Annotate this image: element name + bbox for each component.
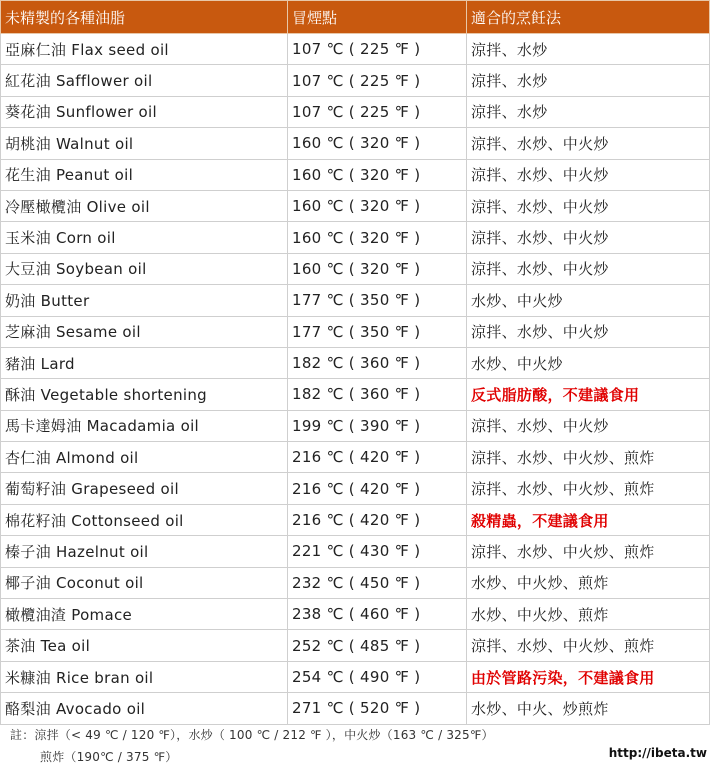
smoke-point-cell: 216 ℃ ( 420 ℉ ) (288, 473, 467, 504)
smoke-point-cell: 221 ℃ ( 430 ℉ ) (288, 536, 467, 567)
oil-name-cell: 茶油 Tea oil (1, 630, 288, 661)
smoke-point-cell: 160 ℃ ( 320 ℉ ) (288, 159, 467, 190)
oil-name-cell: 芝麻油 Sesame oil (1, 316, 288, 347)
table-row (1, 128, 710, 159)
cooking-method-cell: 反式脂肪酸，不建議食用 (467, 379, 710, 410)
table-row (1, 316, 710, 347)
oil-name-cell: 馬卡達姆油 Macadamia oil (1, 410, 288, 441)
oil-name-cell: 米糠油 Rice bran oil (1, 661, 288, 692)
table-row (1, 253, 710, 284)
smoke-point-cell: 232 ℃ ( 450 ℉ ) (288, 567, 467, 598)
cooking-method-cell: 水炒、中火炒、煎炸 (467, 599, 710, 630)
oil-name-cell: 棉花籽油 Cottonseed oil (1, 504, 288, 535)
cooking-method-cell: 涼拌、水炒、中火炒 (467, 253, 710, 284)
table-row (1, 222, 710, 253)
smoke-point-cell: 216 ℃ ( 420 ℉ ) (288, 442, 467, 473)
cooking-method-cell: 涼拌、水炒、中火炒、煎炸 (467, 536, 710, 567)
cooking-method-cell: 涼拌、水炒、中火炒 (467, 159, 710, 190)
cooking-method-cell: 水炒、中火炒 (467, 285, 710, 316)
table-row (1, 65, 710, 96)
oil-name-cell: 葡萄籽油 Grapeseed oil (1, 473, 288, 504)
footnote-line-2: 煎炸（190℃ / 375 ℉） (40, 750, 178, 764)
header-smoke-point: 冒煙點 (288, 1, 467, 34)
cooking-method-cell: 涼拌、水炒、中火炒 (467, 410, 710, 441)
oil-name-cell: 大豆油 Soybean oil (1, 253, 288, 284)
table-row (1, 410, 710, 441)
oil-name-cell: 酪梨油 Avocado oil (1, 693, 288, 724)
cooking-method-cell: 水炒、中火炒、煎炸 (467, 567, 710, 598)
header-cooking-method: 適合的烹飪法 (467, 1, 710, 34)
cooking-method-cell: 涼拌、水炒 (467, 65, 710, 96)
smoke-point-cell: 216 ℃ ( 420 ℉ ) (288, 504, 467, 535)
oil-name-cell: 榛子油 Hazelnut oil (1, 536, 288, 567)
cooking-method-cell: 涼拌、水炒、中火炒 (467, 128, 710, 159)
table-row (1, 661, 710, 692)
table-row (1, 96, 710, 127)
oil-name-cell: 冷壓橄欖油 Olive oil (1, 190, 288, 221)
table-row (1, 473, 710, 504)
table-row (1, 34, 710, 65)
smoke-point-cell: 238 ℃ ( 460 ℉ ) (288, 599, 467, 630)
oil-name-cell: 橄欖油渣 Pomace (1, 599, 288, 630)
table-row (1, 536, 710, 567)
cooking-method-cell: 涼拌、水炒、中火炒、煎炸 (467, 630, 710, 661)
header-oil: 未精製的各種油脂 (1, 1, 288, 34)
oil-name-cell: 玉米油 Corn oil (1, 222, 288, 253)
cooking-method-cell: 涼拌、水炒 (467, 96, 710, 127)
cooking-method-cell: 水炒、中火、炒煎炸 (467, 693, 710, 724)
smoke-point-cell: 160 ℃ ( 320 ℉ ) (288, 128, 467, 159)
table-row (1, 567, 710, 598)
smoke-point-cell: 160 ℃ ( 320 ℉ ) (288, 190, 467, 221)
table-row (1, 285, 710, 316)
table-row (1, 630, 710, 661)
smoke-point-cell: 254 ℃ ( 490 ℉ ) (288, 661, 467, 692)
oil-name-cell: 花生油 Peanut oil (1, 159, 288, 190)
cooking-method-cell: 殺精蟲，不建議食用 (467, 504, 710, 535)
table-row (1, 599, 710, 630)
oil-name-cell: 奶油 Butter (1, 285, 288, 316)
smoke-point-cell: 271 ℃ ( 520 ℉ ) (288, 693, 467, 724)
smoke-point-cell: 107 ℃ ( 225 ℉ ) (288, 65, 467, 96)
oil-name-cell: 亞麻仁油 Flax seed oil (1, 34, 288, 65)
smoke-point-cell: 107 ℃ ( 225 ℉ ) (288, 96, 467, 127)
table-row (1, 442, 710, 473)
cooking-method-cell: 涼拌、水炒、中火炒 (467, 316, 710, 347)
oil-name-cell: 胡桃油 Walnut oil (1, 128, 288, 159)
cooking-method-cell: 涼拌、水炒、中火炒 (467, 222, 710, 253)
table-row (1, 159, 710, 190)
cooking-method-cell: 涼拌、水炒、中火炒、煎炸 (467, 442, 710, 473)
smoke-point-cell: 182 ℃ ( 360 ℉ ) (288, 347, 467, 378)
oil-name-cell: 豬油 Lard (1, 347, 288, 378)
cooking-method-cell: 由於管路污染，不建議食用 (467, 661, 710, 692)
table-row (1, 190, 710, 221)
smoke-point-cell: 160 ℃ ( 320 ℉ ) (288, 222, 467, 253)
smoke-point-cell: 107 ℃ ( 225 ℉ ) (288, 34, 467, 65)
cooking-method-cell: 水炒、中火炒 (467, 347, 710, 378)
cooking-method-cell: 涼拌、水炒、中火炒、煎炸 (467, 473, 710, 504)
oil-name-cell: 葵花油 Sunflower oil (1, 96, 288, 127)
table-row (1, 379, 710, 410)
table-row (1, 504, 710, 535)
oil-name-cell: 椰子油 Coconut oil (1, 567, 288, 598)
footnote-line-1: 註：涼拌（< 49 ℃ / 120 ℉），水炒（ 100 ℃ / 212 ℉ ），中火炒（163 ℃ / 325℉） (10, 728, 494, 742)
table-row (1, 693, 710, 724)
header-row (1, 1, 710, 34)
watermark: http://ibeta.tw (608, 746, 707, 760)
smoke-point-cell: 182 ℃ ( 360 ℉ ) (288, 379, 467, 410)
oil-name-cell: 酥油 Vegetable shortening (1, 379, 288, 410)
smoke-point-cell: 177 ℃ ( 350 ℉ ) (288, 285, 467, 316)
oil-name-cell: 紅花油 Safflower oil (1, 65, 288, 96)
smoke-point-cell: 252 ℃ ( 485 ℉ ) (288, 630, 467, 661)
smoke-point-cell: 199 ℃ ( 390 ℉ ) (288, 410, 467, 441)
cooking-method-cell: 涼拌、水炒、中火炒 (467, 190, 710, 221)
oil-name-cell: 杏仁油 Almond oil (1, 442, 288, 473)
table-row (1, 347, 710, 378)
smoke-point-cell: 160 ℃ ( 320 ℉ ) (288, 253, 467, 284)
smoke-point-cell: 177 ℃ ( 350 ℉ ) (288, 316, 467, 347)
cooking-method-cell: 涼拌、水炒 (467, 34, 710, 65)
